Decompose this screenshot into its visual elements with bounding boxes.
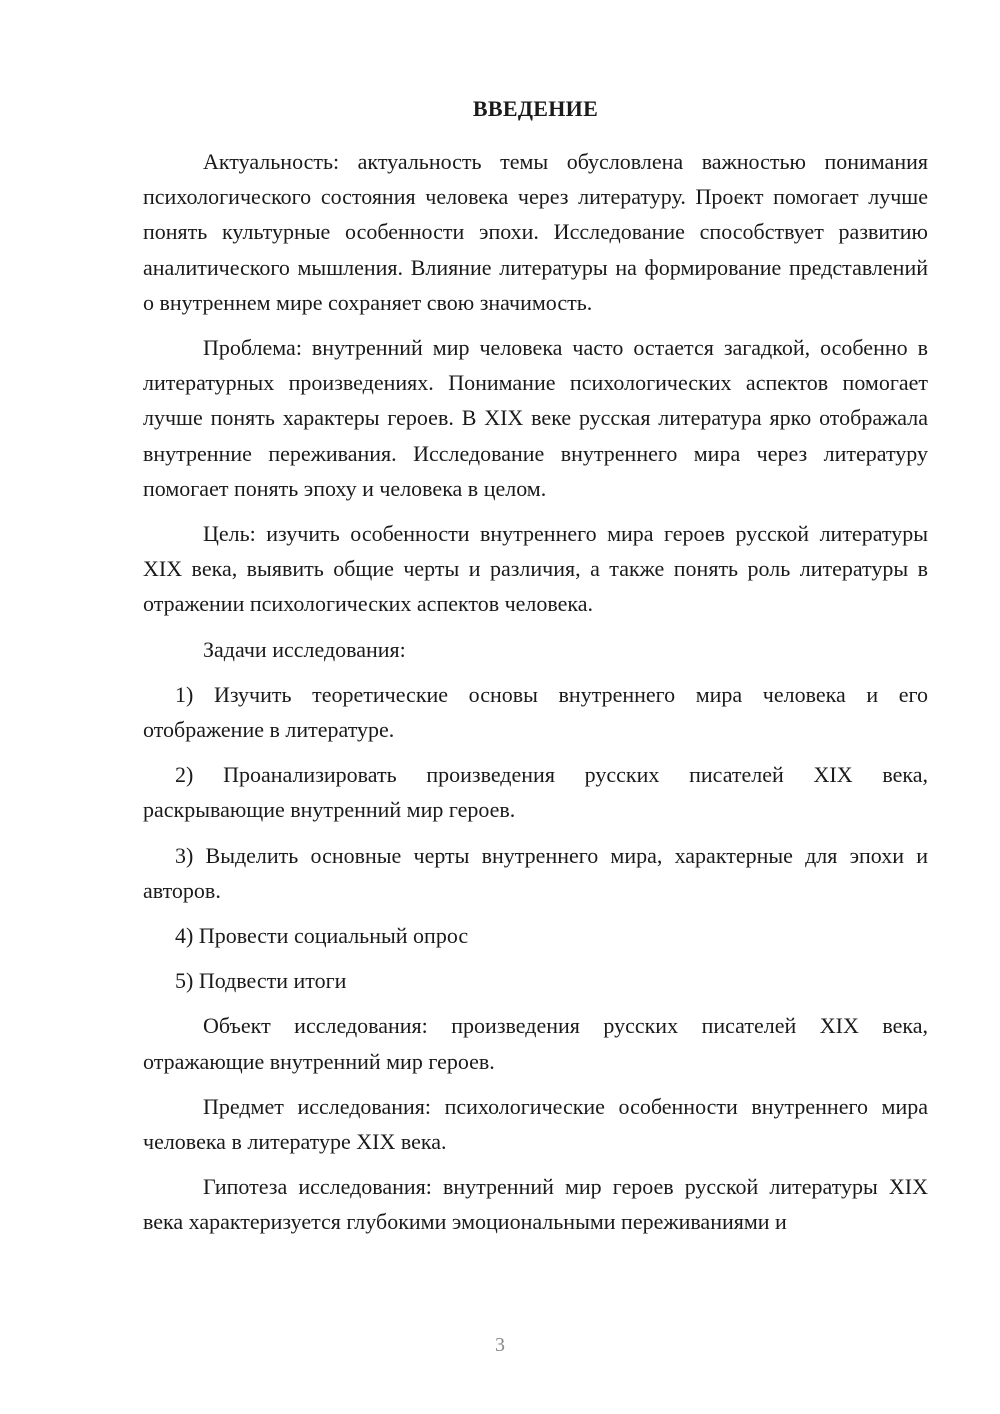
task-item-3: 3) Выделить основные черты внутреннего мира, характерные для эпохи и авторов. bbox=[143, 842, 928, 903]
document-body bbox=[143, 144, 928, 1250]
hypothesis-paragraph: Гипотеза исследования: внутренний мир героев русской литературы XIX века характеризуется глубокими эмоциональными переживаниями и bbox=[143, 1174, 928, 1235]
subject-paragraph: Предмет исследования: психологические особенности внутреннего мира человека в литературе XIX века. bbox=[143, 1093, 928, 1155]
task-item-2: 2) Проанализировать произведения русских писателей XIX века, раскрывающие внутренний мир героев. bbox=[143, 762, 928, 823]
task-item-4: 4) Провести социальный опрос bbox=[175, 923, 469, 949]
goal-paragraph: Цель: изучить особенности внутреннего мира героев русской литературы XIX века, выявить общие черты и различия, а также понять роль литературы в отражении психологических аспектов человека. bbox=[143, 521, 928, 617]
page-number: 3 bbox=[495, 1334, 505, 1356]
tasks-heading: Задачи исследования: bbox=[203, 636, 406, 662]
relevance-paragraph: Актуальность: актуальность темы обусловлена важностью понимания психологического состояния человека через литературу. Проект помогает лучше понять культурные особенности эпохи. Исследование способствует развитию аналитического мышления. Влияние литературы на формирование представлений о внутреннем мире сохраняет свою значимость. bbox=[143, 149, 928, 315]
object-paragraph: Объект исследования: произведения русских писателей XIX века, отражающие внутренний мир героев. bbox=[143, 1013, 928, 1074]
problem-paragraph: Проблема: внутренний мир человека часто остается загадкой, особенно в литературных произведениях. Понимание психологических аспектов помогает лучше понять характеры героев. В XIX веке русская литература ярко отображала внутренние переживания. Исследование внутреннего мира через литературу помогает понять эпоху и человека в целом. bbox=[143, 335, 928, 501]
task-item-1: 1) Изучить теоретические основы внутреннего мира человека и его отображение в литературе. bbox=[143, 681, 928, 743]
task-item-5: 5) Подвести итоги bbox=[175, 968, 347, 994]
section-heading: ВВЕДЕНИЕ bbox=[472, 96, 599, 121]
